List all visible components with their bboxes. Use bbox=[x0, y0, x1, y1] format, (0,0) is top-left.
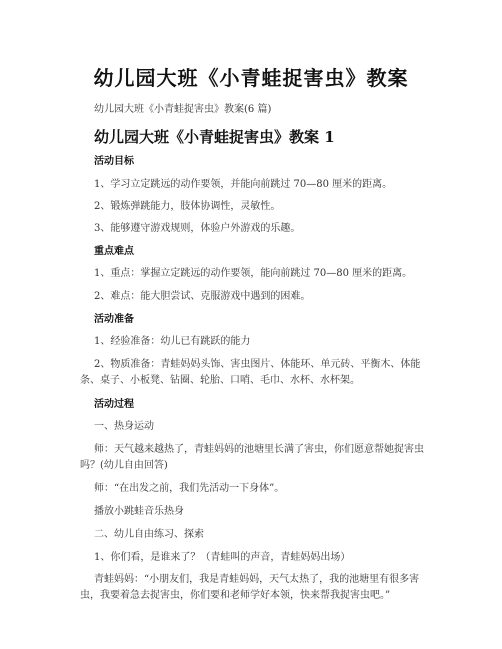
step-1-heading: 一、热身运动 bbox=[94, 421, 154, 432]
key-points-heading: 重点难点 bbox=[94, 246, 134, 257]
goal-item-3: 3、能够遵守游戏规则，体验户外游戏的乐趣。 bbox=[94, 223, 301, 234]
prep-item-2-line-1: 2、物质准备：青蛙妈妈头饰、害虫图片、体能环、单元砖、平衡木、体能 bbox=[94, 359, 421, 370]
goal-item-1: 1、学习立定跳远的动作要领，并能向前跳过 70—80 厘米的距离。 bbox=[94, 179, 393, 190]
step-2-para-1: 1、你们看，是谁来了？（青蛙叫的声音，青蛙妈妈出场） bbox=[94, 552, 351, 563]
key-point-2: 2、难点：能大胆尝试、克服游戏中遇到的困难。 bbox=[94, 291, 311, 302]
step-1-para-1-line-1: 师：天气越来越热了，青蛙妈妈的池塘里长满了害虫，你们愿意帮她捉害虫 bbox=[94, 444, 424, 455]
process-heading: 活动过程 bbox=[94, 399, 134, 410]
document-subtitle: 幼儿园大班《小青蛙捉害虫》教案(6 篇) bbox=[94, 104, 272, 115]
step-1-para-2: 师：“在出发之前，我们先活动一下身体”。 bbox=[94, 483, 285, 494]
step-2-para-2-line-1: 青蛙妈妈：“小朋友们，我是青蛙妈妈，天气太热了，我的池塘里有很多害 bbox=[94, 574, 420, 585]
section-title: 幼儿园大班《小青蛙捉害虫》教案 1 bbox=[94, 128, 335, 146]
prep-item-1: 1、经验准备：幼儿已有跳跃的能力 bbox=[94, 336, 251, 347]
key-point-1: 1、重点：掌握立定跳远的动作要领，能向前跳过 70—80 厘米的距离。 bbox=[94, 268, 413, 279]
prep-heading: 活动准备 bbox=[94, 314, 134, 325]
document-title: 幼儿园大班《小青蛙捉害虫》教案 bbox=[93, 66, 409, 90]
step-1-para-3: 播放小跳蛙音乐热身 bbox=[94, 506, 184, 517]
prep-item-2-line-2: 条、桌子、小板凳、钻圈、轮胎、口哨、毛巾、水杯、水杯架。 bbox=[80, 375, 360, 386]
goal-item-2: 2、锻炼弹跳能力，肢体协调性，灵敏性。 bbox=[94, 201, 281, 212]
step-1-para-1-line-2: 吗？(幼儿自由回答) bbox=[80, 460, 168, 471]
step-2-heading: 二、幼儿自由练习、探索 bbox=[94, 529, 204, 540]
step-2-para-2-line-2: 虫，我要着急去捉害虫，你们要和老师学好本领，快来帮我捉害虫吧。” bbox=[80, 590, 391, 601]
goals-heading: 活动目标 bbox=[94, 156, 134, 167]
